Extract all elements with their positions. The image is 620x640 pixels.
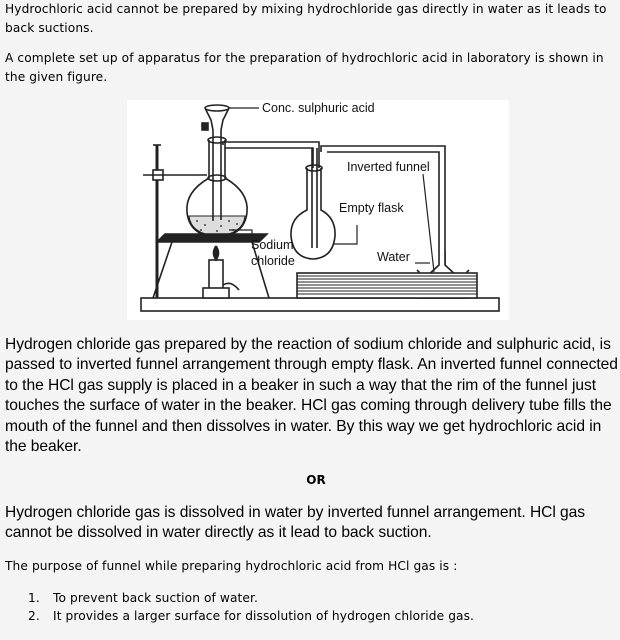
label-conc-sulphuric-acid: Conc. sulphuric acid <box>262 101 375 115</box>
flask-liquid <box>189 216 245 236</box>
label-chloride: chloride <box>251 254 295 268</box>
label-water: Water <box>377 250 410 264</box>
purpose-heading: The purpose of funnel while preparing hydrochloric acid from HCl gas is : <box>5 559 458 573</box>
or-separator: OR <box>306 473 326 487</box>
stopcock <box>202 123 208 130</box>
burner <box>209 260 223 290</box>
list-text: To prevent back suction of water. <box>53 591 258 605</box>
list-text: It provides a larger surface for dissolution of hydrogen chloride gas. <box>53 609 475 623</box>
label-sodium: Sodium <box>251 238 294 252</box>
intro-paragraph-1: Hydrochloric acid cannot be prepared by mixing hydrochloride gas directly in water as it leads to back suctions. <box>5 2 607 35</box>
flame <box>214 246 219 260</box>
purpose-list-item <box>0 607 474 625</box>
intro-paragraph-2: A complete set up of apparatus for the preparation of hydrochloric acid in laboratory is shown in the given figure. <box>5 51 604 84</box>
purpose-list <box>0 589 474 625</box>
list-number: 2. <box>28 609 40 623</box>
label-inverted-funnel: Inverted funnel <box>347 160 430 174</box>
base-board <box>141 298 499 311</box>
purpose-list-item <box>0 589 474 607</box>
alternative-paragraph: Hydrogen chloride gas is dissolved in water by inverted funnel arrangement. HCl gas cannot be dissolved in water directly as it lead to back suction. <box>5 504 586 542</box>
list-number: 1. <box>28 591 40 605</box>
label-empty-flask: Empty flask <box>339 201 404 215</box>
explanation-paragraph: Hydrogen chloride gas prepared by the reaction of sodium chloride and sulphuric acid, is passed to inverted funnel arrangement through empty flask. An inverted funnel connected to the HCl gas supply is placed in a beaker in such a way that the rim of the funnel just touches the surface of water in the beaker. HCl gas coming through delivery tube fills the mouth of the funnel and then dissolves in water. By this way we get hydrochloric acid in the beaker. <box>5 336 618 456</box>
apparatus-figure <box>127 100 509 320</box>
empty-flask <box>291 168 335 259</box>
apparatus-diagram <box>127 100 509 320</box>
